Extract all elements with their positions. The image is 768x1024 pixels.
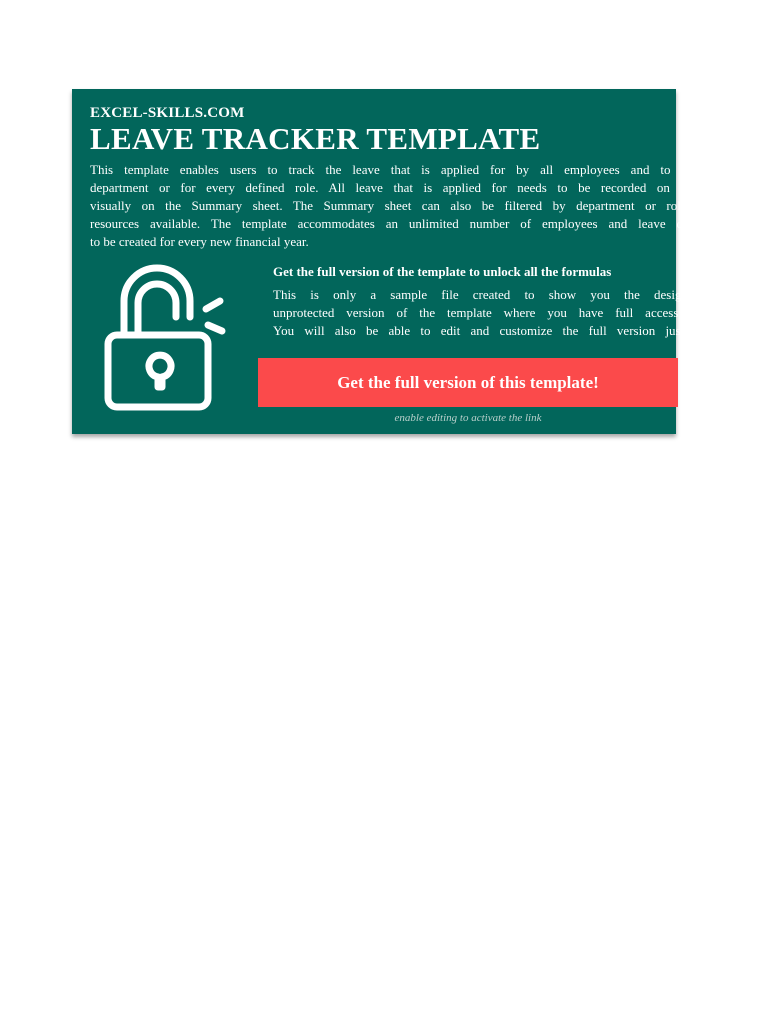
cta-hint: enable editing to activate the link [394, 412, 542, 424]
page-title: LEAVE TRACKER TEMPLATE [90, 121, 541, 156]
unlock-line: You will also be able to edit and customize the full version just like any [273, 323, 743, 338]
unlocked-padlock-icon [102, 265, 228, 413]
unlock-line: unprotected version of the template where you have full access to all a [273, 305, 743, 320]
description-line: visually on the Summary sheet. The Summary sheet can also be filtered by department or role to de [90, 198, 730, 213]
promo-banner [72, 89, 743, 434]
site-name: EXCEL-SKILLS.COM [90, 105, 245, 121]
description-line: department or for every defined role. All leave that is applied for needs to be recorded on an indiv [90, 180, 730, 195]
description-line: to be created for every new financial year. [90, 234, 309, 249]
unlock-line: This is only a sample file created to show you the design of the [273, 287, 743, 302]
description-line: resources available. The template accommodates an unlimited number of employees and leave dates wh [90, 216, 730, 231]
get-full-version-button[interactable]: Get the full version of this template! [258, 358, 678, 407]
unlock-description [273, 286, 743, 340]
unlock-heading: Get the full version of the template to unlock all the formulas [273, 264, 612, 279]
template-description [90, 161, 730, 251]
description-line: This template enables users to track the leave that is applied for by all employees and to ensure t [90, 162, 730, 177]
